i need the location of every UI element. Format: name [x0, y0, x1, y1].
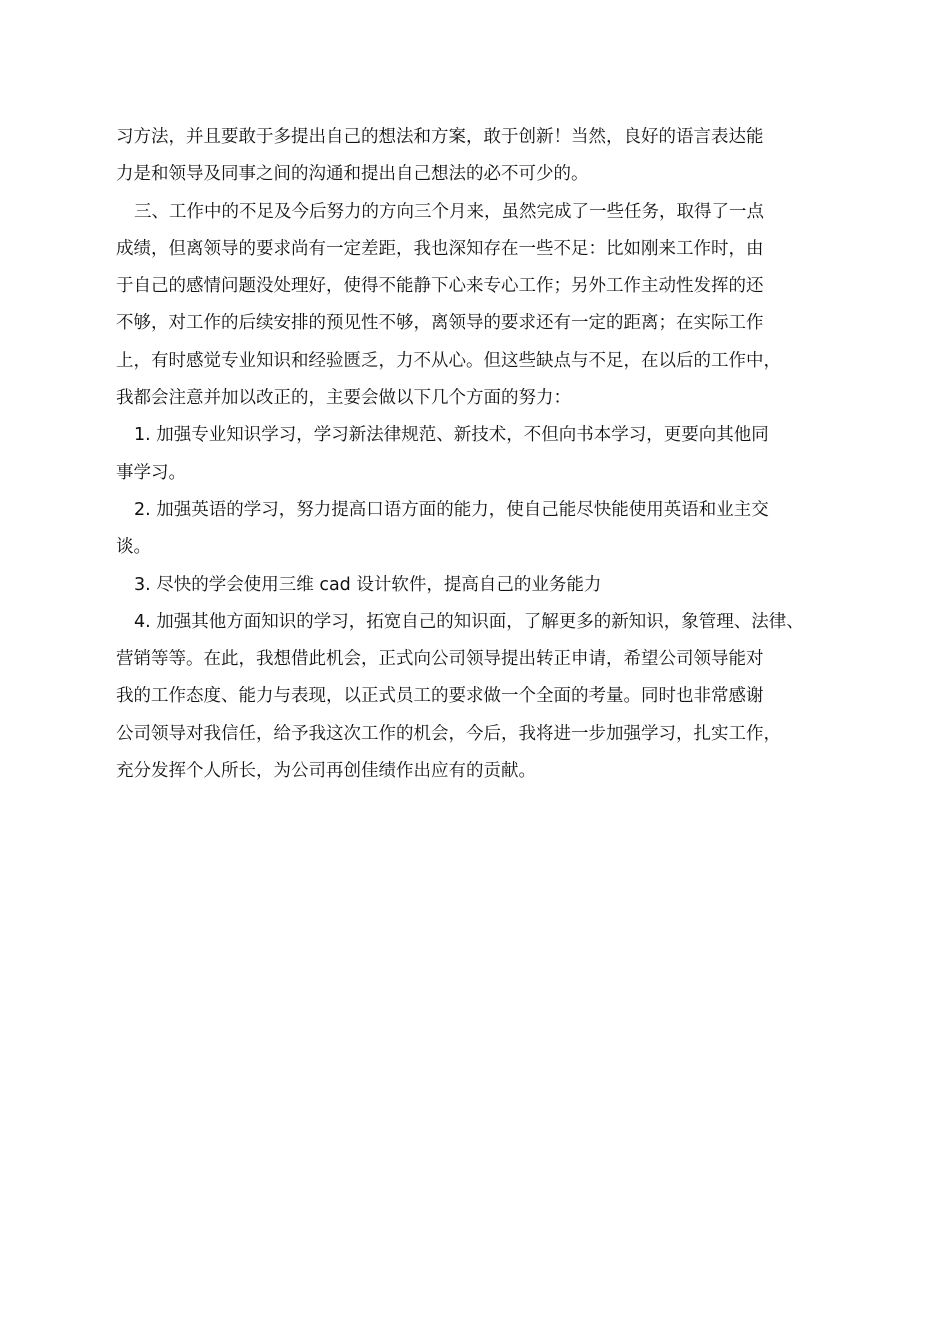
text-line: 2. 加强英语的学习，努力提高口语方面的能力，使自己能尽快能使用英语和业主交 [134, 499, 769, 520]
text-line: 上，有时感觉专业知识和经验匮乏，力不从心。但这些缺点与不足，在以后的工作中， [116, 350, 781, 371]
text-line: 我的工作态度、能力与表现，以正式员工的要求做一个全面的考量。同时也非常感谢 [116, 686, 764, 707]
text-line: 营销等等。在此，我想借此机会，正式向公司领导提出转正申请，希望公司领导能对 [116, 649, 764, 670]
text-line: 习方法，并且要敢于多提出自己的想法和方案，敢于创新！当然，良好的语言表达能 [116, 127, 764, 147]
text-line: 成绩，但离领导的要求尚有一定差距，我也深知存在一些不足：比如刚来工作时，由 [116, 238, 764, 259]
text-line: 不够，对工作的后续安排的预见性不够，离领导的要求还有一定的距离；在实际工作 [116, 313, 764, 334]
list-item-1 [116, 417, 842, 492]
text-line: 1. 加强专业知识学习，学习新法律规范、新技术，不但向书本学习，更要向其他同 [134, 425, 769, 446]
paragraph-1 [116, 119, 842, 194]
text-line: 事学习。 [116, 462, 186, 483]
text-line: 充分发挥个人所长，为公司再创佳绩作出应有的贡献。 [116, 761, 536, 782]
text-line: 4. 加强其他方面知识的学习，拓宽自己的知识面，了解更多的新知识，象管理、法律、 [134, 611, 804, 632]
list-item-2 [116, 492, 842, 567]
text-line: 我都会注意并加以改正的，主要会做以下几个方面的努力： [116, 388, 571, 409]
paragraph-2-section-three [116, 194, 842, 418]
list-item-3 [116, 567, 842, 604]
document-body [116, 119, 842, 790]
text-line: 谈。 [116, 537, 151, 558]
text-line: 于自己的感情问题没处理好，使得不能静下心来专心工作；另外工作主动性发挥的还 [116, 276, 764, 297]
list-item-4 [116, 604, 842, 790]
text-line: 公司领导对我信任，给予我这次工作的机会，今后，我将进一步加强学习，扎实工作， [116, 723, 781, 744]
text-line: 三、工作中的不足及今后努力的方向三个月来，虽然完成了一些任务，取得了一点 [134, 201, 764, 222]
text-line: 力是和领导及同事之间的沟通和提出自己想法的必不可少的。 [116, 164, 589, 185]
text-line: 3. 尽快的学会使用三维 cad 设计软件，提高自己的业务能力 [134, 574, 602, 595]
